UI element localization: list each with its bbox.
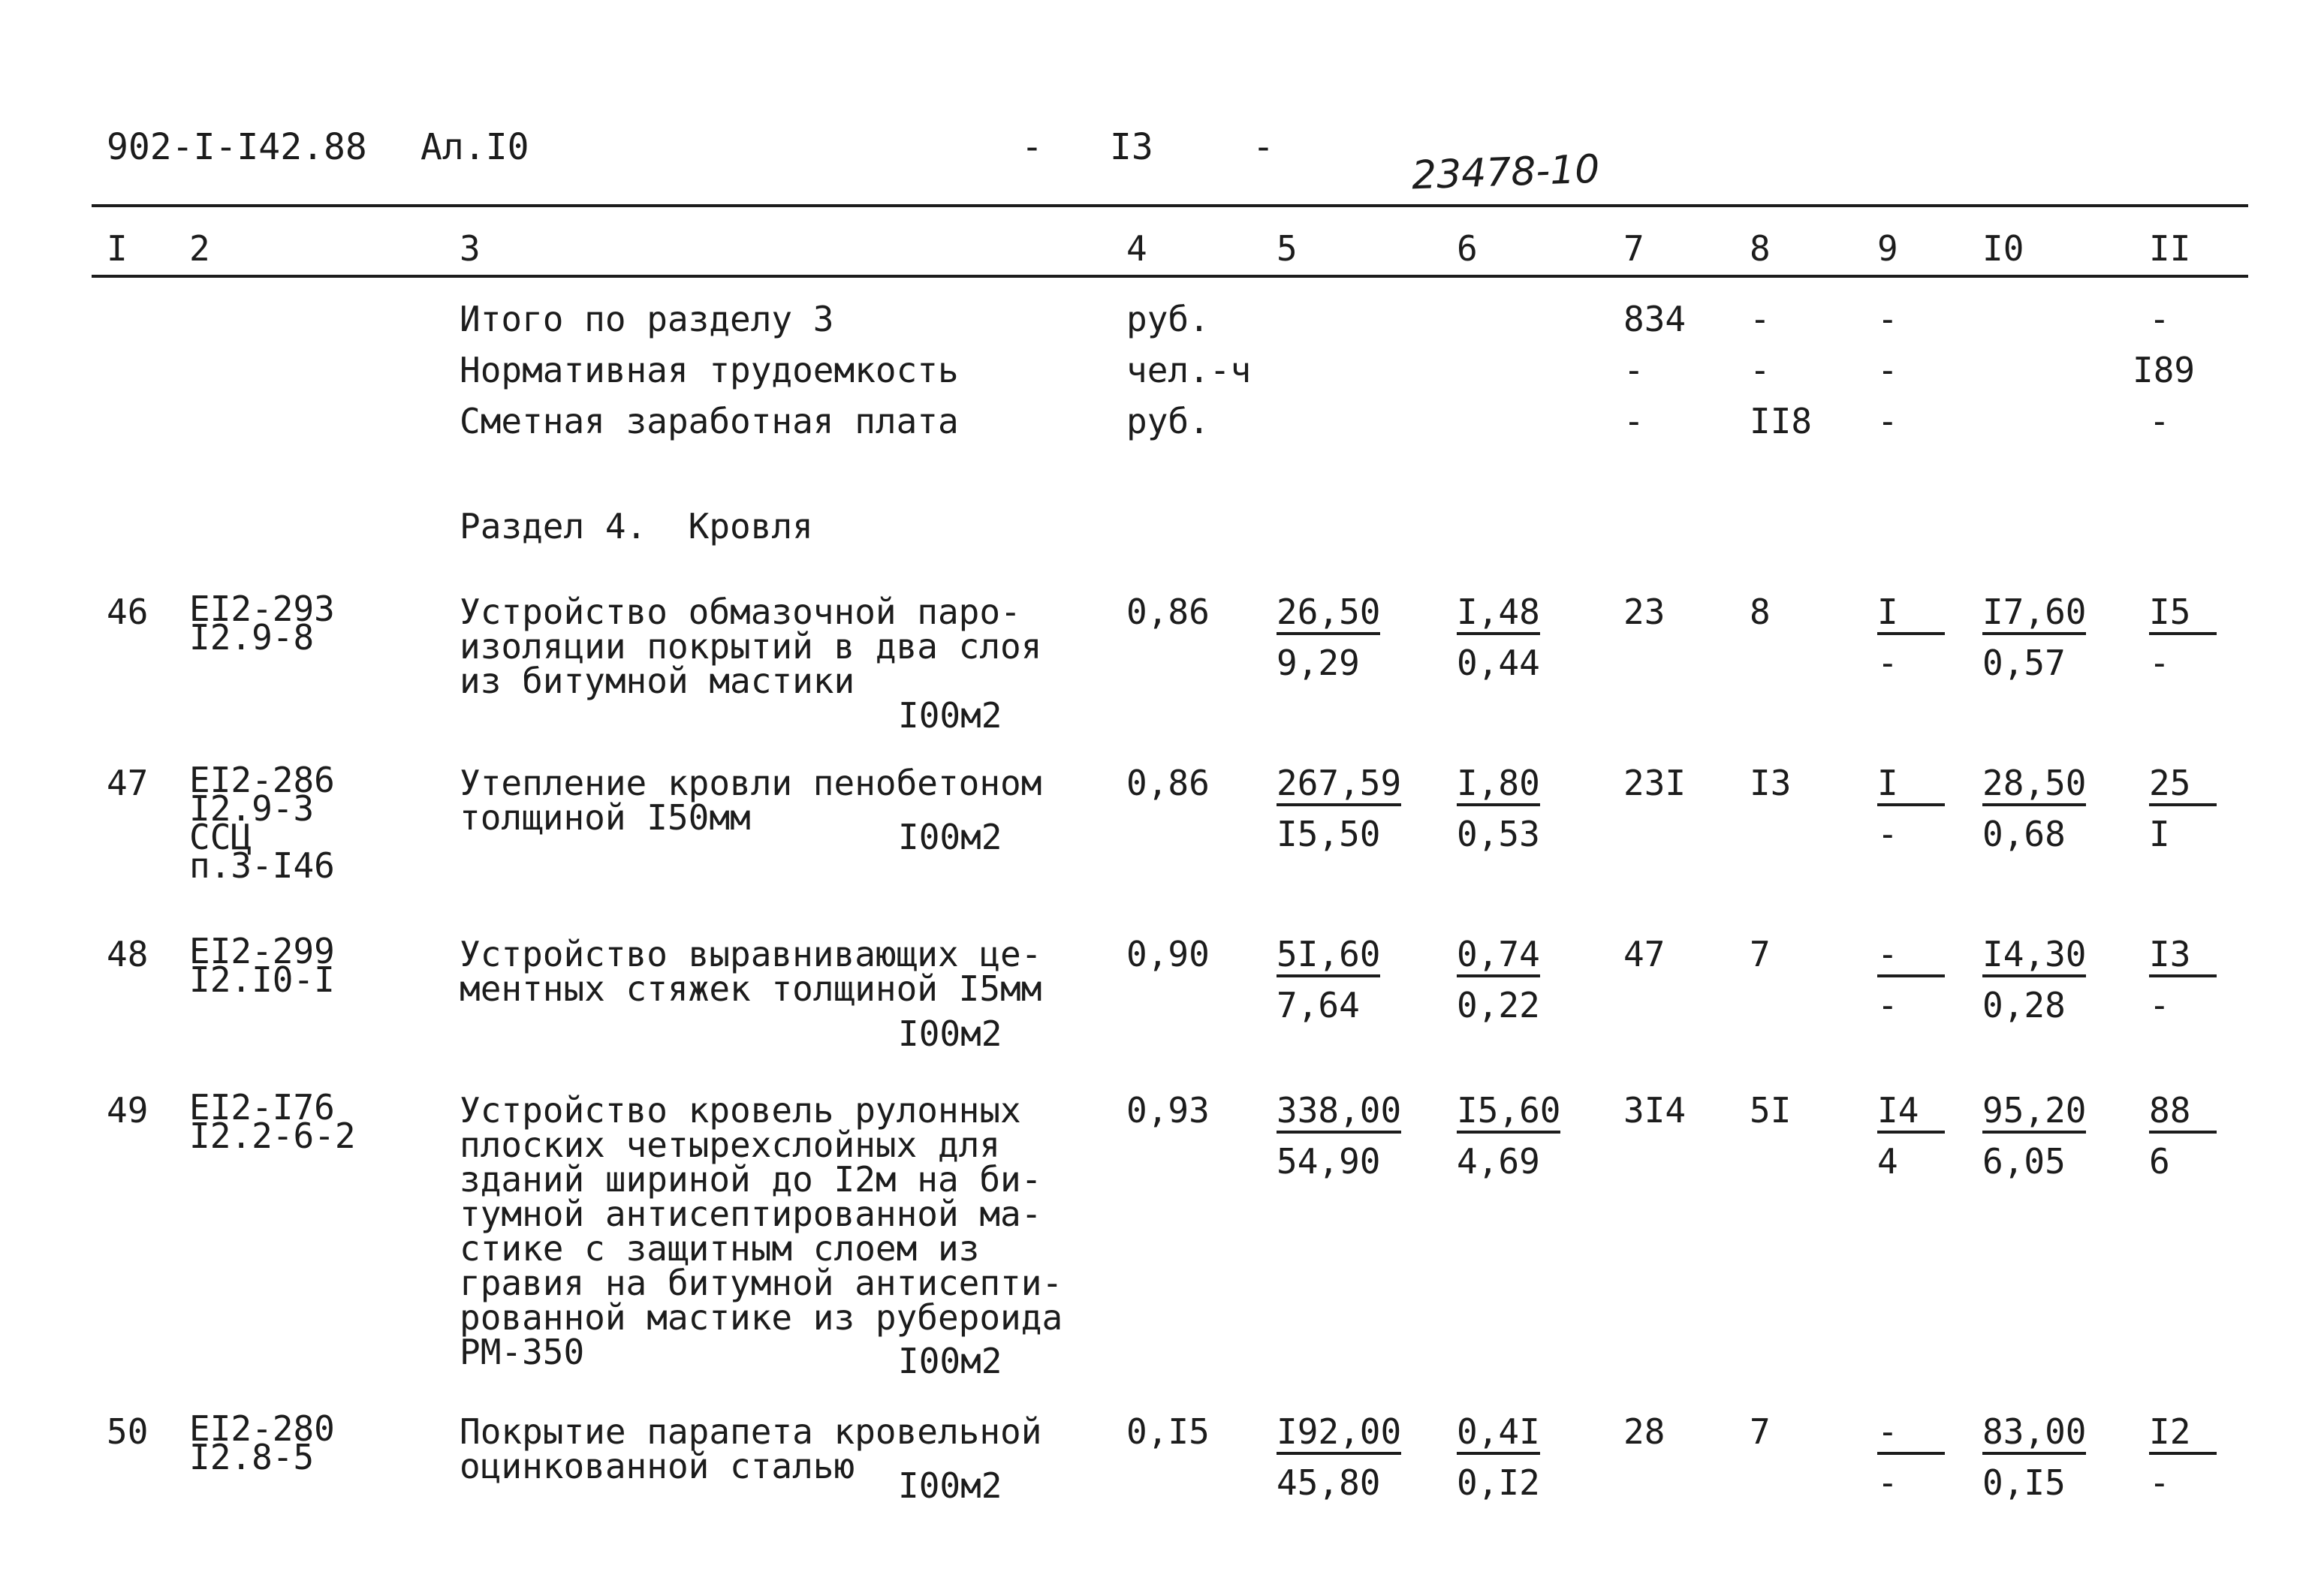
item-c9 [1877, 934, 1945, 1025]
summary-c9: - [1877, 350, 1898, 390]
item-c9-bottom: - [1877, 643, 1898, 683]
item-c5-bottom: 7,64 [1277, 985, 1360, 1025]
col-header-4: 4 [1126, 228, 1147, 269]
item-quantity: 0,90 [1126, 934, 1210, 974]
item-c9 [1877, 763, 1945, 854]
page-number: I3 [1110, 126, 1153, 168]
col-header-8: 8 [1750, 228, 1771, 269]
item-c10-bottom: 0,I5 [1982, 1462, 2066, 1503]
item-c10-top: 28,50 [1982, 766, 2086, 806]
item-c10-bottom: 6,05 [1982, 1141, 2066, 1182]
summary-c8: II8 [1750, 401, 1813, 441]
item-c5-bottom: 54,90 [1277, 1141, 1381, 1182]
item-c6-bottom: 0,44 [1457, 643, 1540, 683]
item-c5 [1277, 934, 1381, 1025]
item-unit: I00м2 [898, 817, 1002, 857]
item-number: 47 [107, 763, 149, 803]
item-unit: I00м2 [898, 1013, 1002, 1054]
item-unit: I00м2 [898, 1465, 1002, 1506]
item-c11 [2149, 1411, 2217, 1503]
item-c10-top: I7,60 [1982, 595, 2086, 635]
item-c6-top: I,80 [1457, 766, 1540, 806]
item-code: EI2-299 I2.I0-I [189, 931, 335, 1000]
item-c11-top: 25 [2149, 766, 2217, 806]
item-c11 [2149, 1090, 2217, 1182]
page-dash-left: - [1021, 126, 1043, 168]
summary-c9: - [1877, 299, 1898, 339]
item-number: 49 [107, 1090, 149, 1131]
item-c9-top: - [1877, 1414, 1945, 1455]
item-quantity: 0,I5 [1126, 1411, 1210, 1452]
item-c7: 23 [1623, 592, 1665, 632]
item-c9-top: - [1877, 937, 1945, 977]
item-c10-bottom: 0,68 [1982, 814, 2066, 854]
item-c7: 47 [1623, 934, 1665, 974]
item-c6 [1457, 1090, 1561, 1182]
col-header-7: 7 [1623, 228, 1644, 269]
summary-unit: чел.-ч [1126, 350, 1252, 390]
item-c9-top: I [1877, 766, 1945, 806]
item-description: Утепление кровли пенобетоном толщиной I50мм [460, 763, 1042, 838]
col-header-2: 2 [189, 228, 210, 269]
summary-c7: - [1623, 401, 1644, 441]
item-c8: 7 [1750, 1411, 1771, 1452]
column-header-rule [92, 275, 2248, 278]
item-c9-bottom: - [1877, 985, 1898, 1025]
col-header-11: II [2149, 228, 2191, 269]
item-c11 [2149, 934, 2217, 1025]
item-number: 48 [107, 934, 149, 974]
item-c9-bottom: - [1877, 814, 1898, 854]
item-c8: 5I [1750, 1090, 1792, 1131]
item-number: 50 [107, 1411, 149, 1452]
item-c11-bottom: I [2149, 814, 2170, 854]
item-c5-bottom: 45,80 [1277, 1462, 1381, 1503]
summary-c8: - [1750, 299, 1771, 339]
item-c5-top: 267,59 [1277, 766, 1401, 806]
item-c10 [1982, 592, 2087, 683]
item-c10-top: 95,20 [1982, 1093, 2086, 1134]
summary-c7: - [1623, 350, 1644, 390]
item-unit: I00м2 [898, 695, 1002, 736]
col-header-5: 5 [1277, 228, 1298, 269]
item-code: EI2-280 I2.8-5 [189, 1408, 335, 1477]
item-c10-top: 83,00 [1982, 1414, 2086, 1455]
item-description: Устройство выравнивающих це- ментных стяжек толщиной I5мм [460, 934, 1042, 1009]
item-quantity: 0,93 [1126, 1090, 1210, 1131]
item-c11 [2149, 763, 2217, 854]
item-c10 [1982, 763, 2087, 854]
item-c5 [1277, 1411, 1402, 1503]
col-header-3: 3 [460, 228, 481, 269]
item-code: EI2-286 I2.9-3 ССЦ п.3-I46 [189, 760, 335, 886]
item-c10 [1982, 1411, 2087, 1503]
item-c7: 23I [1623, 763, 1687, 803]
item-c6 [1457, 763, 1540, 854]
item-c10-bottom: 0,28 [1982, 985, 2066, 1025]
item-number: 46 [107, 592, 149, 632]
item-c8: 7 [1750, 934, 1771, 974]
item-c6-top: I5,60 [1457, 1093, 1560, 1134]
summary-label: Нормативная трудоемкость [460, 350, 959, 390]
item-c7: 3I4 [1623, 1090, 1687, 1131]
header-top-rule [92, 204, 2248, 207]
item-c9-bottom: 4 [1877, 1141, 1898, 1182]
item-c9 [1877, 1411, 1945, 1503]
summary-unit: руб. [1126, 401, 1210, 441]
item-quantity: 0,86 [1126, 592, 1210, 632]
summary-c11: - [2149, 299, 2170, 339]
summary-label: Итого по разделу 3 [460, 299, 834, 339]
page-dash-right: - [1252, 126, 1274, 168]
item-c11-top: I2 [2149, 1414, 2217, 1455]
item-quantity: 0,86 [1126, 763, 1210, 803]
item-c5 [1277, 763, 1402, 854]
summary-label: Сметная заработная плата [460, 401, 959, 441]
col-header-9: 9 [1877, 228, 1898, 269]
album-number: Ал.I0 [421, 126, 529, 168]
item-c5-bottom: 9,29 [1277, 643, 1360, 683]
col-header-10: I0 [1982, 228, 2024, 269]
item-c6-top: I,48 [1457, 595, 1540, 635]
item-c6-top: 0,4I [1457, 1414, 1540, 1455]
item-c6 [1457, 934, 1540, 1025]
item-c6-bottom: 0,I2 [1457, 1462, 1540, 1503]
handwritten-number: 23478-10 [1411, 146, 1601, 199]
item-c9-bottom: - [1877, 1462, 1898, 1503]
item-c10-top: I4,30 [1982, 937, 2086, 977]
item-c5 [1277, 592, 1381, 683]
item-c5-top: 338,00 [1277, 1093, 1401, 1134]
section-title: Раздел 4. Кровля [460, 506, 813, 547]
item-c11-top: 88 [2149, 1093, 2217, 1134]
item-c6-bottom: 0,53 [1457, 814, 1540, 854]
item-c6-top: 0,74 [1457, 937, 1540, 977]
item-code: EI2-293 I2.9-8 [189, 589, 335, 658]
item-c5-top: I92,00 [1277, 1414, 1401, 1455]
item-c6 [1457, 592, 1540, 683]
item-description: Устройство обмазочной паро- изоляции покрытий в два слоя из битумной мастики [460, 592, 1042, 701]
item-c10-bottom: 0,57 [1982, 643, 2066, 683]
item-c8: 8 [1750, 592, 1771, 632]
doc-code: 902-I-I42.88 [107, 126, 367, 168]
summary-c11: - [2149, 401, 2170, 441]
item-c11-top: I5 [2149, 595, 2217, 635]
item-c7: 28 [1623, 1411, 1665, 1452]
item-c6-bottom: 4,69 [1457, 1141, 1540, 1182]
item-c9 [1877, 592, 1945, 683]
item-c5-bottom: I5,50 [1277, 814, 1381, 854]
item-c8: I3 [1750, 763, 1792, 803]
item-c9-top: I4 [1877, 1093, 1945, 1134]
item-c6-bottom: 0,22 [1457, 985, 1540, 1025]
summary-unit: руб. [1126, 299, 1210, 339]
item-description: Устройство кровель рулонных плоских четырехслойных для зданий шириной до I2м на би- тумной антисептированной ма- стике с защитным слоем из гравия на битумной антисепти- рованной мастике из рубероида РМ-350 [460, 1090, 1063, 1372]
item-c11-bottom: 6 [2149, 1141, 2170, 1182]
item-c11-top: I3 [2149, 937, 2217, 977]
item-c11-bottom: - [2149, 1462, 2170, 1503]
item-code: EI2-I76 I2.2-6-2 [189, 1087, 356, 1156]
item-c11 [2149, 592, 2217, 683]
item-c10 [1982, 934, 2087, 1025]
item-c6 [1457, 1411, 1540, 1503]
item-description: Покрытие парапета кровельной оцинкованной сталью [460, 1411, 1042, 1486]
item-c5-top: 5I,60 [1277, 937, 1380, 977]
col-header-6: 6 [1457, 228, 1478, 269]
item-c11-bottom: - [2149, 643, 2170, 683]
item-c10 [1982, 1090, 2087, 1182]
item-c11-bottom: - [2149, 985, 2170, 1025]
item-unit: I00м2 [898, 1341, 1002, 1381]
summary-c9: - [1877, 401, 1898, 441]
summary-c7: 834 [1623, 299, 1687, 339]
item-c5-top: 26,50 [1277, 595, 1380, 635]
item-c9-top: I [1877, 595, 1945, 635]
item-c5 [1277, 1090, 1402, 1182]
summary-c8: - [1750, 350, 1771, 390]
item-c9 [1877, 1090, 1945, 1182]
summary-c11: I89 [2133, 350, 2196, 390]
col-header-1: I [107, 228, 128, 269]
